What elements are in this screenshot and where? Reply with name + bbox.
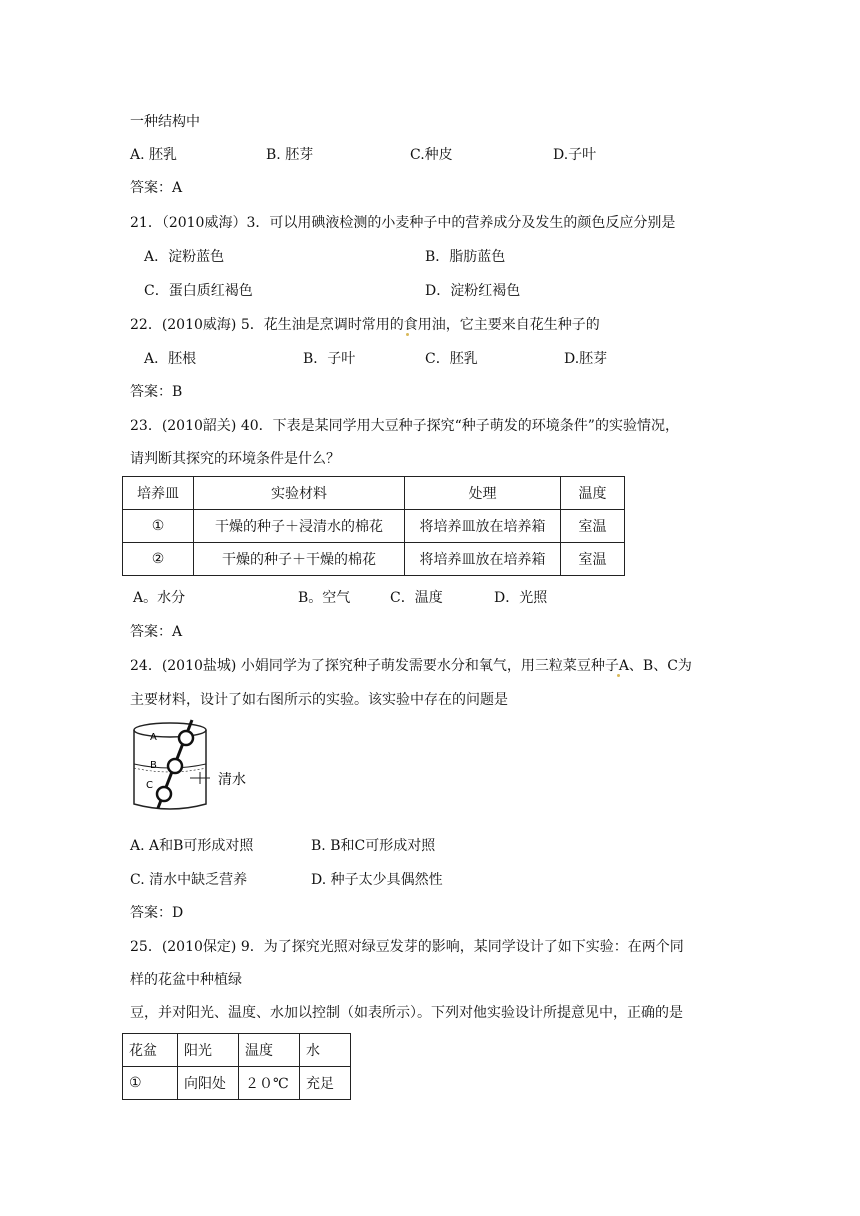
q24-answer: 答案：D — [130, 905, 184, 921]
q20-option-a: A. 胚乳 — [130, 147, 178, 163]
q21-stem: 21．（2010威海）3．可以用碘液检测的小麦种子中的营养成分及发生的颜色反应分别是 — [130, 215, 676, 231]
q21-option-b: B．脂肪蓝色 — [425, 249, 506, 265]
q22-option-a: A．胚根 — [144, 351, 197, 367]
experiment-table-2 — [122, 1033, 351, 1100]
seed-a — [179, 731, 193, 745]
table-cell: 干燥的种子＋干燥的棉花 — [194, 543, 405, 576]
q23-answer: 答案：A — [130, 624, 183, 640]
water-label: 清水 — [218, 772, 246, 788]
q24-option-d: D. 种子太少具偶然性 — [311, 872, 443, 888]
q22-option-b: B．子叶 — [303, 351, 356, 367]
table-header-cell: 实验材料 — [194, 477, 405, 510]
q23-option-b: B。空气 — [298, 590, 351, 606]
table-header-row — [123, 477, 625, 510]
table-header-cell: 水 — [300, 1034, 351, 1067]
q23-option-d: D．光照 — [494, 590, 548, 606]
q20-answer: 答案：A — [130, 180, 183, 196]
seed-label-c: C — [146, 780, 153, 791]
seed-b — [168, 759, 182, 773]
experiment-table-1 — [122, 476, 625, 576]
q21-option-c: C．蛋白质红褐色 — [144, 283, 253, 299]
q22-stem: 22．(2010威海) 5．花生油是烹调时常用的食用油，它主要来自花生种子的 — [130, 317, 600, 333]
q24-stem-line1: 24．(2010盐城) 小娟同学为了探究种子萌发需要水分和氧气，用三粒菜豆种子A、B、C为 — [130, 658, 692, 674]
seed-label-b: B — [150, 760, 157, 771]
q24-option-b: B. B和C可形成对照 — [311, 838, 436, 854]
q21-option-d: D．淀粉红褐色 — [425, 283, 521, 299]
q22-option-d: D.胚芽 — [564, 351, 608, 367]
table-header-row — [123, 1034, 351, 1067]
table-row — [123, 510, 625, 543]
table-cell: ２０℃ — [239, 1067, 300, 1100]
table-header-cell: 温度 — [239, 1034, 300, 1067]
seed-c — [157, 787, 171, 801]
table-row — [123, 543, 625, 576]
q22-option-c: C．胚乳 — [425, 351, 478, 367]
table-row — [123, 1067, 351, 1100]
table-header-cell: 花盆 — [123, 1034, 178, 1067]
table-cell: 将培养皿放在培养箱 — [405, 510, 561, 543]
q22-answer: 答案：B — [130, 384, 183, 400]
q21-option-a: A．淀粉蓝色 — [144, 249, 225, 265]
q23-stem-line1: 23．(2010韶关) 40．下表是某同学用大豆种子探究“种子萌发的环境条件”的实验情况， — [130, 418, 679, 434]
q20-option-c: C.种皮 — [410, 147, 453, 163]
table-header-cell: 温度 — [561, 477, 625, 510]
table-cell: 向阳处 — [178, 1067, 239, 1100]
table-cell: ① — [123, 1067, 178, 1100]
seed-label-a: A — [150, 732, 157, 743]
table-cell: 干燥的种子＋浸清水的棉花 — [194, 510, 405, 543]
q25-stem-line2: 样的花盆中种植绿 — [130, 972, 242, 988]
q24-option-c: C. 清水中缺乏营养 — [130, 872, 248, 888]
q23-option-c: C．温度 — [390, 590, 443, 606]
table-cell: 室温 — [561, 510, 625, 543]
scan-mark — [617, 674, 620, 677]
table-header-cell: 阳光 — [178, 1034, 239, 1067]
table-cell: 将培养皿放在培养箱 — [405, 543, 561, 576]
q24-stem-line2: 主要材料，设计了如右图所示的实验。该实验中存在的问题是 — [130, 692, 508, 708]
q24-option-a: A. A和B可形成对照 — [130, 838, 254, 854]
table-cell: 室温 — [561, 543, 625, 576]
table-header-cell: 培养皿 — [123, 477, 194, 510]
continued-text: 一种结构中 — [130, 114, 200, 130]
beaker-figure — [128, 716, 268, 816]
q20-option-d: D.子叶 — [553, 147, 597, 163]
scan-mark — [406, 333, 409, 336]
table-cell: ② — [123, 543, 194, 576]
q25-stem-line3: 豆，并对阳光、温度、水加以控制（如表所示）。下列对他实验设计所提意见中，正确的是 — [130, 1005, 683, 1021]
table-cell: 充足 — [300, 1067, 351, 1100]
q25-stem-line1: 25．(2010保定) 9．为了探究光照对绿豆发芽的影响，某同学设计了如下实验：在两个同 — [130, 939, 684, 955]
table-cell: ① — [123, 510, 194, 543]
q23-stem-line2: 请判断其探究的环境条件是什么？ — [130, 451, 340, 467]
q20-option-b: B. 胚芽 — [266, 147, 314, 163]
table-header-cell: 处理 — [405, 477, 561, 510]
q23-option-a: A。水分 — [133, 590, 186, 606]
